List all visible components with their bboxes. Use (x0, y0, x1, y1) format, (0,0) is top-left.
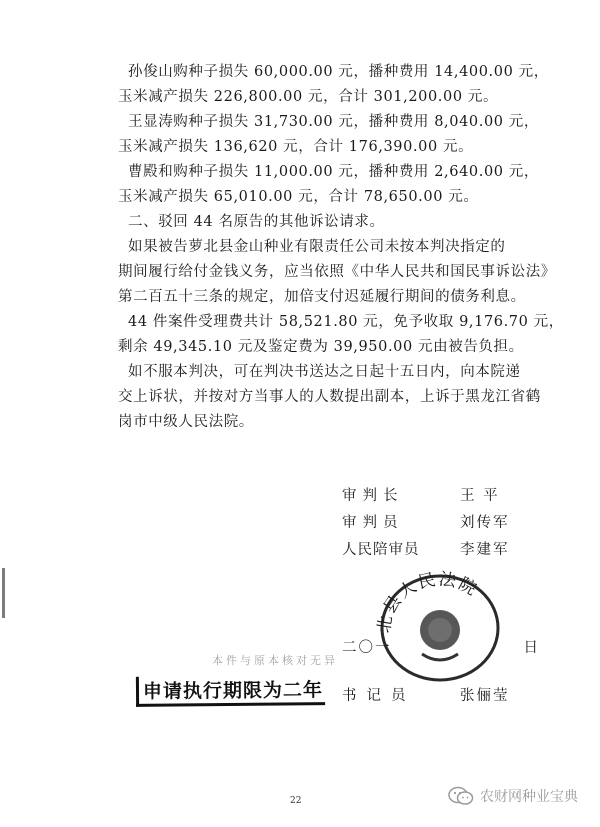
signature-role: 审判员 (342, 515, 404, 531)
execution-period-stamp: 申请执行期限为二年 (136, 675, 325, 707)
text-line: 44 件案件受理费共计 58,521.80 元，免予收取 9,176.70 元， (128, 314, 564, 330)
signature-role: 审判长 (342, 488, 404, 504)
watermark (448, 786, 578, 806)
seal-lettering: 北县人民法院 (374, 569, 482, 635)
text-line: 交上诉状，并按对方当事人的人数提出副本，上诉于黑龙江省鹤 (118, 389, 541, 405)
court-seal (370, 566, 510, 686)
text-line: 玉米减产损失 136,620 元，合计 176,390.00 元。 (118, 139, 474, 155)
signature-name: 刘传军 (460, 515, 510, 531)
signature-name: 王 平 (460, 488, 500, 504)
text-line: 第二百五十三条的规定，加倍支付迟延履行期间的债务利息。 (118, 289, 526, 305)
text-line: 如不服本判决，可在判决书送达之日起十五日内，向本院递 (128, 364, 521, 380)
watermark-text: 农财网种业宝典 (480, 789, 578, 805)
signature-name: 李建军 (460, 542, 510, 558)
text-line: 期间履行给付金钱义务，应当依照《中华人民共和国民事诉讼法》 (118, 264, 556, 280)
clerk-role: 书记员 (342, 688, 416, 704)
page-number: 22 (290, 796, 302, 806)
text-line: 二、驳回 44 名原告的其他诉讼请求。 (128, 214, 385, 230)
text-line: 孙俊山购种子损失 60,000.00 元，播种费用 14,400.00 元， (128, 64, 549, 80)
text-line: 曹殿和购种子损失 11,000.00 元，播种费用 2,640.00 元， (128, 164, 540, 180)
clerk-signature (342, 684, 510, 705)
wechat-icon (448, 786, 474, 806)
signature-role: 人民陪审员 (342, 542, 420, 558)
date-line: 二〇一 日 (342, 640, 540, 656)
text-line: 玉米减产损失 65,010.00 元，合计 78,650.00 元。 (118, 189, 479, 205)
text-line: 王显涛购种子损失 31,730.00 元，播种费用 8,040.00 元， (128, 114, 540, 130)
faint-certification: 本件与原本核对无异 (212, 654, 338, 667)
text-line: 如果被告萝北县金山种业有限责任公司未按本判决指定的 (128, 239, 506, 255)
text-line: 剩余 49,345.10 元及鉴定费为 39,950.00 元由被告负担。 (118, 339, 524, 355)
text-line: 岗市中级人民法院。 (118, 414, 254, 430)
clerk-name: 张俪莹 (460, 688, 510, 704)
scan-edge-mark (2, 568, 5, 618)
text-line: 玉米减产损失 226,800.00 元，合计 301,200.00 元。 (118, 89, 499, 105)
